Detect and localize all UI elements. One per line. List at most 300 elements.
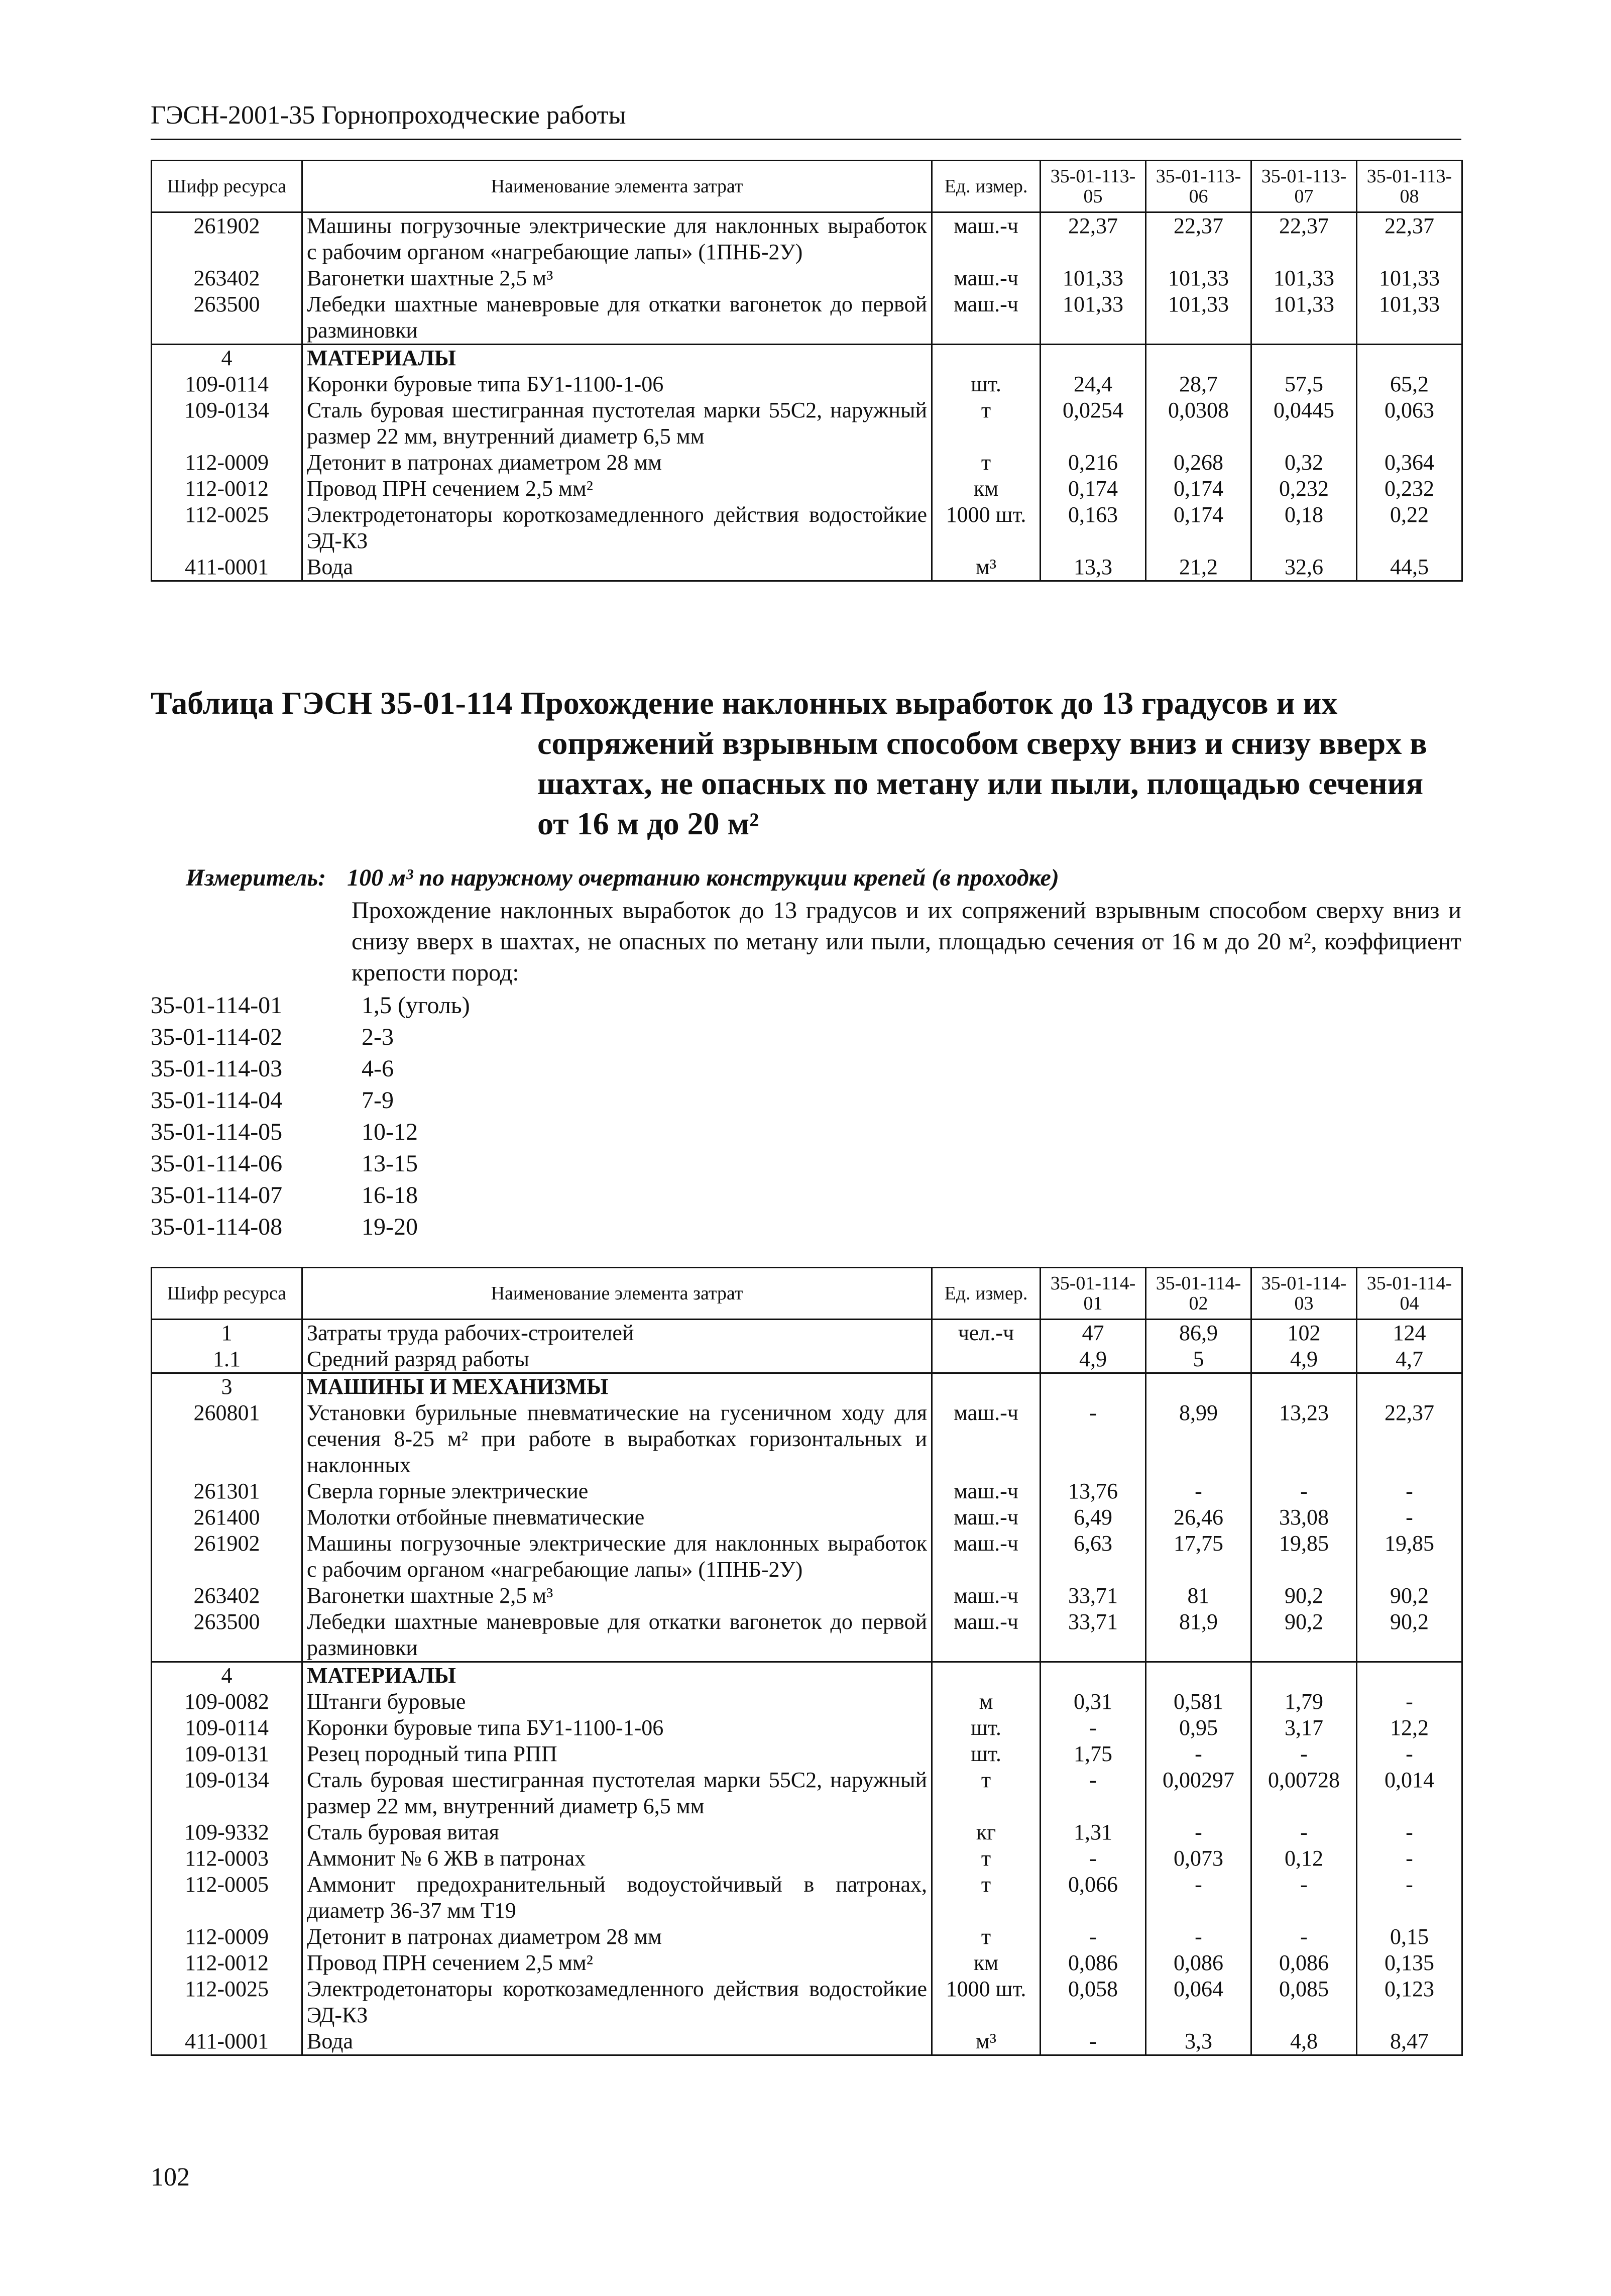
resource-value: 0,00728: [1251, 1767, 1357, 1819]
resource-unit: маш.-ч: [932, 1583, 1041, 1609]
resource-value: 24,4: [1041, 371, 1146, 397]
table-row: [152, 291, 1462, 345]
resource-code: 109-9332: [152, 1819, 302, 1845]
resource-value: 0,0254: [1041, 397, 1146, 450]
resource-unit: маш.-ч: [932, 212, 1041, 266]
resource-value: -: [1251, 1872, 1357, 1924]
resource-name: Аммонит № 6 ЖВ в патронах: [302, 1845, 932, 1872]
resource-value: 57,5: [1251, 371, 1357, 397]
col-header-norm: 35-01-113-05: [1041, 161, 1146, 212]
resource-value: 0,00297: [1146, 1767, 1251, 1819]
resource-unit: [932, 1662, 1041, 1689]
col-header-norm: 35-01-114-03: [1251, 1268, 1357, 1320]
table-row: [152, 1373, 1462, 1400]
resource-name: Сталь буровая витая: [302, 1819, 932, 1845]
resource-value: 0,073: [1146, 1845, 1251, 1872]
resource-value: -: [1041, 1715, 1146, 1741]
table-row: [152, 1689, 1462, 1715]
col-header-norm: 35-01-113-07: [1251, 161, 1357, 212]
resource-code: 261301: [152, 1478, 302, 1504]
resource-value: 33,08: [1251, 1504, 1357, 1530]
col-header-norm: 35-01-113-08: [1357, 161, 1462, 212]
resource-value: 0,058: [1041, 1976, 1146, 2028]
resource-value: -: [1357, 1845, 1462, 1872]
resource-unit: т: [932, 450, 1041, 476]
resource-name: Машины погрузочные электрические для наклонных выработок с рабочим органом «нагребающие лапы» (1ПНБ-2У): [302, 212, 932, 266]
resource-value: 102: [1251, 1320, 1357, 1347]
table-row: [152, 1320, 1462, 1347]
table-row: [152, 371, 1462, 397]
norm-code-item: [151, 990, 470, 1021]
resource-code: 109-0134: [152, 397, 302, 450]
resource-value: 124: [1357, 1320, 1462, 1347]
resource-name: Сверла горные электрические: [302, 1478, 932, 1504]
resource-value: 26,46: [1146, 1504, 1251, 1530]
resource-value: -: [1251, 1924, 1357, 1950]
resource-unit: чел.-ч: [932, 1320, 1041, 1347]
table-row: [152, 450, 1462, 476]
resource-value: -: [1357, 1741, 1462, 1767]
resource-value: 101,33: [1357, 265, 1462, 291]
resource-table-113: [151, 160, 1463, 582]
resource-code: 263402: [152, 265, 302, 291]
resource-value: 0,12: [1251, 1845, 1357, 1872]
resource-value: 44,5: [1357, 554, 1462, 581]
resource-value: 0,268: [1146, 450, 1251, 476]
table-row: [152, 1950, 1462, 1976]
resource-value: 0,086: [1146, 1950, 1251, 1976]
table-title-line: Таблица ГЭСН 35-01-114 Прохождение наклонных выработок до 13 градусов и их: [151, 685, 1338, 721]
resource-value: 1,79: [1251, 1689, 1357, 1715]
resource-code: 261902: [152, 212, 302, 266]
resource-value: 0,364: [1357, 450, 1462, 476]
table-header-row: [152, 161, 1462, 212]
resource-value: 1,31: [1041, 1819, 1146, 1845]
resource-code: 112-0012: [152, 1950, 302, 1976]
norm-code-item: [151, 1179, 470, 1211]
norm-code-item: [151, 1021, 470, 1053]
table-row: [152, 502, 1462, 554]
resource-value: -: [1357, 1872, 1462, 1924]
resource-value: [1041, 345, 1146, 372]
rock-hardness-value: 13-15: [362, 1150, 418, 1177]
norm-code: 35-01-114-03: [151, 1055, 283, 1082]
resource-value: [1357, 1373, 1462, 1400]
table-row: [152, 1819, 1462, 1845]
resource-value: -: [1146, 1924, 1251, 1950]
norm-code: 35-01-114-07: [151, 1182, 283, 1209]
resource-value: 0,31: [1041, 1689, 1146, 1715]
resource-value: 4,9: [1041, 1346, 1146, 1373]
resource-value: -: [1357, 1504, 1462, 1530]
resource-value: 6,49: [1041, 1504, 1146, 1530]
rock-hardness-value: 2-3: [362, 1024, 394, 1050]
resource-value: 0,216: [1041, 450, 1146, 476]
resource-value: 22,37: [1357, 1400, 1462, 1478]
meter-label: Измеритель:: [186, 864, 326, 891]
resource-value: 0,085: [1251, 1976, 1357, 2028]
resource-code: 109-0082: [152, 1689, 302, 1715]
norm-code: 35-01-114-05: [151, 1119, 283, 1145]
table-row: [152, 397, 1462, 450]
resource-value: 90,2: [1357, 1609, 1462, 1662]
resource-unit: [932, 1373, 1041, 1400]
resource-code: 109-0134: [152, 1767, 302, 1819]
resource-code: 112-0025: [152, 1976, 302, 2028]
resource-value: 1,75: [1041, 1741, 1146, 1767]
resource-unit: маш.-ч: [932, 1478, 1041, 1504]
table-row: [152, 1583, 1462, 1609]
col-header-code: Шифр ресурса: [152, 1268, 302, 1320]
resource-unit: м³: [932, 2028, 1041, 2055]
resource-code: 3: [152, 1373, 302, 1400]
resource-name: Сталь буровая шестигранная пустотелая марки 55С2, наружный размер 22 мм, внутренний диаметр 6,5 мм: [302, 1767, 932, 1819]
resource-value: 47: [1041, 1320, 1146, 1347]
resource-unit: км: [932, 1950, 1041, 1976]
resource-name: Лебедки шахтные маневровые для откатки вагонеток до первой разминовки: [302, 1609, 932, 1662]
table-row: [152, 1609, 1462, 1662]
resource-name: Штанги буровые: [302, 1689, 932, 1715]
resource-value: 0,32: [1251, 450, 1357, 476]
norm-code: 35-01-114-06: [151, 1150, 283, 1177]
resource-value: 33,71: [1041, 1583, 1146, 1609]
resource-code: 411-0001: [152, 2028, 302, 2055]
resource-unit: км: [932, 476, 1041, 502]
resource-code: 4: [152, 345, 302, 372]
resource-name: Детонит в патронах диаметром 28 мм: [302, 450, 932, 476]
resource-code: 112-0009: [152, 1924, 302, 1950]
resource-value: [1251, 345, 1357, 372]
resource-value: -: [1041, 1767, 1146, 1819]
resource-value: 21,2: [1146, 554, 1251, 581]
resource-value: 19,85: [1251, 1530, 1357, 1583]
resource-unit: маш.-ч: [932, 1400, 1041, 1478]
resource-value: [1146, 345, 1251, 372]
resource-code: 1: [152, 1320, 302, 1347]
rock-hardness-value: 19-20: [362, 1214, 418, 1240]
table-row: [152, 1924, 1462, 1950]
norm-code-item: [151, 1116, 470, 1148]
resource-value: 0,174: [1146, 476, 1251, 502]
col-header-norm: 35-01-114-04: [1357, 1268, 1462, 1320]
resource-value: 28,7: [1146, 371, 1251, 397]
norm-code: 35-01-114-02: [151, 1024, 283, 1050]
resource-value: 101,33: [1146, 291, 1251, 345]
rock-hardness-value: 16-18: [362, 1182, 418, 1209]
resource-unit: шт.: [932, 1741, 1041, 1767]
page-header-title: ГЭСН-2001-35 Горнопроходческие работы: [151, 101, 626, 130]
norm-code-item: [151, 1148, 470, 1179]
table-row: [152, 345, 1462, 372]
resource-name: Провод ПРН сечением 2,5 мм²: [302, 1950, 932, 1976]
resource-name: Вагонетки шахтные 2,5 м³: [302, 1583, 932, 1609]
resource-unit: шт.: [932, 371, 1041, 397]
resource-value: 0,232: [1251, 476, 1357, 502]
norm-code: 35-01-114-04: [151, 1087, 283, 1114]
resource-name: Машины погрузочные электрические для наклонных выработок с рабочим органом «нагребающие лапы» (1ПНБ-2У): [302, 1530, 932, 1583]
resource-name: Установки бурильные пневматические на гусеничном ходу для сечения 8-25 м² при работе в выработках горизонтальных и наклонных: [302, 1400, 932, 1478]
resource-name: Молотки отбойные пневматические: [302, 1504, 932, 1530]
resource-value: 8,47: [1357, 2028, 1462, 2055]
table-title-line: от 16 м до 20 м²: [537, 806, 759, 841]
norm-code: 35-01-114-01: [151, 992, 283, 1019]
resource-code: 112-0025: [152, 502, 302, 554]
resource-unit: маш.-ч: [932, 265, 1041, 291]
resource-value: [1357, 345, 1462, 372]
resource-value: 22,37: [1357, 212, 1462, 266]
resource-value: 0,066: [1041, 1872, 1146, 1924]
norm-code-list: [151, 990, 470, 1243]
resource-unit: т: [932, 1767, 1041, 1819]
resource-value: [1251, 1373, 1357, 1400]
resource-code: 112-0009: [152, 450, 302, 476]
resource-name: МАТЕРИАЛЫ: [302, 1662, 932, 1689]
resource-value: 90,2: [1251, 1583, 1357, 1609]
resource-value: -: [1251, 1819, 1357, 1845]
resource-unit: м³: [932, 554, 1041, 581]
table-row: [152, 1976, 1462, 2028]
resource-value: -: [1146, 1872, 1251, 1924]
resource-value: 0,086: [1251, 1950, 1357, 1976]
resource-unit: т: [932, 1872, 1041, 1924]
resource-value: 101,33: [1251, 265, 1357, 291]
resource-value: 3,3: [1146, 2028, 1251, 2055]
resource-unit: шт.: [932, 1715, 1041, 1741]
norm-code-item: [151, 1053, 470, 1084]
table-title: [151, 683, 1461, 844]
resource-value: 101,33: [1357, 291, 1462, 345]
resource-code: 112-0012: [152, 476, 302, 502]
resource-code: 112-0003: [152, 1845, 302, 1872]
resource-name: Электродетонаторы короткозамедленного действия водостойкие ЭД-КЗ: [302, 502, 932, 554]
resource-code: 261400: [152, 1504, 302, 1530]
meter-line: [186, 864, 1059, 892]
norm-code-item: [151, 1084, 470, 1116]
table-header-row: [152, 1268, 1462, 1320]
table-row: [152, 1400, 1462, 1478]
resource-value: 4,9: [1251, 1346, 1357, 1373]
table-row: [152, 1715, 1462, 1741]
resource-name: МАШИНЫ И МЕХАНИЗМЫ: [302, 1373, 932, 1400]
table-row: [152, 2028, 1462, 2055]
resource-unit: т: [932, 397, 1041, 450]
table-row: [152, 212, 1462, 266]
resource-table-114: [151, 1267, 1463, 2056]
resource-value: -: [1041, 1400, 1146, 1478]
resource-value: 0,232: [1357, 476, 1462, 502]
resource-value: 19,85: [1357, 1530, 1462, 1583]
resource-value: -: [1041, 1924, 1146, 1950]
resource-value: 0,174: [1146, 502, 1251, 554]
resource-code: 4: [152, 1662, 302, 1689]
page-number: 102: [151, 2163, 190, 2192]
resource-value: 0,95: [1146, 1715, 1251, 1741]
resource-unit: 1000 шт.: [932, 1976, 1041, 2028]
resource-name: Коронки буровые типа БУ1-1100-1-06: [302, 1715, 932, 1741]
norm-code: 35-01-114-08: [151, 1214, 283, 1240]
table-row: [152, 1845, 1462, 1872]
resource-value: 4,7: [1357, 1346, 1462, 1373]
resource-code: 112-0005: [152, 1872, 302, 1924]
resource-unit: маш.-ч: [932, 1530, 1041, 1583]
table-row: [152, 265, 1462, 291]
resource-code: 109-0114: [152, 1715, 302, 1741]
resource-unit: т: [932, 1845, 1041, 1872]
resource-value: [1357, 1662, 1462, 1689]
resource-value: 0,581: [1146, 1689, 1251, 1715]
table-title-line: сопряжений взрывным способом сверху вниз и снизу вверх в: [537, 725, 1427, 761]
resource-unit: маш.-ч: [932, 291, 1041, 345]
resource-value: -: [1357, 1689, 1462, 1715]
col-header-norm: 35-01-114-01: [1041, 1268, 1146, 1320]
resource-name: Вагонетки шахтные 2,5 м³: [302, 265, 932, 291]
resource-value: 0,063: [1357, 397, 1462, 450]
resource-value: [1041, 1373, 1146, 1400]
work-description: Прохождение наклонных выработок до 13 градусов и их сопряжений взрывным способом сверху вниз и снизу вверх в шахтах, не опасных по метану или пыли, площадью сечения от 16 м до 20 м², коэффициент крепости пород:: [352, 897, 1461, 986]
resource-value: 22,37: [1146, 212, 1251, 266]
resource-value: 0,163: [1041, 502, 1146, 554]
resource-name: Резец породный типа РПП: [302, 1741, 932, 1767]
resource-value: 13,76: [1041, 1478, 1146, 1504]
table-row: [152, 476, 1462, 502]
resource-value: 0,15: [1357, 1924, 1462, 1950]
resource-code: 260801: [152, 1400, 302, 1478]
resource-value: 22,37: [1251, 212, 1357, 266]
resource-code: 109-0114: [152, 371, 302, 397]
resource-value: [1041, 1662, 1146, 1689]
resource-name: Коронки буровые типа БУ1-1100-1-06: [302, 371, 932, 397]
resource-name: Вода: [302, 554, 932, 581]
resource-name: Вода: [302, 2028, 932, 2055]
table-row: [152, 1741, 1462, 1767]
resource-value: 32,6: [1251, 554, 1357, 581]
resource-value: 101,33: [1041, 291, 1146, 345]
resource-value: -: [1146, 1478, 1251, 1504]
resource-name: Провод ПРН сечением 2,5 мм²: [302, 476, 932, 502]
resource-value: -: [1357, 1478, 1462, 1504]
resource-name: Затраты труда рабочих-строителей: [302, 1320, 932, 1347]
resource-name: Средний разряд работы: [302, 1346, 932, 1373]
table-row: [152, 1478, 1462, 1504]
resource-value: 0,0445: [1251, 397, 1357, 450]
resource-code: 263500: [152, 291, 302, 345]
resource-value: 101,33: [1251, 291, 1357, 345]
resource-value: 86,9: [1146, 1320, 1251, 1347]
resource-value: -: [1357, 1819, 1462, 1845]
resource-value: -: [1146, 1741, 1251, 1767]
table-title-line: шахтах, не опасных по метану или пыли, площадью сечения: [537, 766, 1424, 801]
resource-value: 17,75: [1146, 1530, 1251, 1583]
resource-name: Детонит в патронах диаметром 28 мм: [302, 1924, 932, 1950]
resource-value: [1146, 1662, 1251, 1689]
resource-value: 22,37: [1041, 212, 1146, 266]
resource-unit: т: [932, 1924, 1041, 1950]
resource-value: 8,99: [1146, 1400, 1251, 1478]
resource-code: 1.1: [152, 1346, 302, 1373]
table-row: [152, 1346, 1462, 1373]
resource-value: 0,0308: [1146, 397, 1251, 450]
resource-value: 12,2: [1357, 1715, 1462, 1741]
resource-value: -: [1146, 1819, 1251, 1845]
resource-value: 0,014: [1357, 1767, 1462, 1819]
resource-value: 0,18: [1251, 502, 1357, 554]
resource-name: Электродетонаторы короткозамедленного действия водостойкие ЭД-КЗ: [302, 1976, 932, 2028]
resource-unit: 1000 шт.: [932, 502, 1041, 554]
table-row: [152, 1504, 1462, 1530]
resource-unit: маш.-ч: [932, 1609, 1041, 1662]
header-rule: [151, 139, 1461, 140]
table-row: [152, 1530, 1462, 1583]
resource-value: 0,22: [1357, 502, 1462, 554]
resource-value: 13,23: [1251, 1400, 1357, 1478]
col-header-unit: Ед. измер.: [932, 1268, 1041, 1320]
col-header-norm: 35-01-114-02: [1146, 1268, 1251, 1320]
col-header-name: Наименование элемента затрат: [302, 161, 932, 212]
resource-code: 263402: [152, 1583, 302, 1609]
resource-value: 4,8: [1251, 2028, 1357, 2055]
resource-value: [1146, 1373, 1251, 1400]
resource-value: 90,2: [1357, 1583, 1462, 1609]
resource-name: Лебедки шахтные маневровые для откатки вагонеток до первой разминовки: [302, 291, 932, 345]
resource-value: 101,33: [1146, 265, 1251, 291]
table-row: [152, 1872, 1462, 1924]
resource-code: 263500: [152, 1609, 302, 1662]
resource-value: 5: [1146, 1346, 1251, 1373]
col-header-norm: 35-01-113-06: [1146, 161, 1251, 212]
resource-value: 3,17: [1251, 1715, 1357, 1741]
col-header-name: Наименование элемента затрат: [302, 1268, 932, 1320]
resource-unit: кг: [932, 1819, 1041, 1845]
table-row: [152, 1767, 1462, 1819]
resource-value: -: [1041, 2028, 1146, 2055]
table-row: [152, 1662, 1462, 1689]
col-header-unit: Ед. измер.: [932, 161, 1041, 212]
resource-value: 0,123: [1357, 1976, 1462, 2028]
resource-value: 6,63: [1041, 1530, 1146, 1583]
resource-unit: [932, 1346, 1041, 1373]
resource-code: 261902: [152, 1530, 302, 1583]
resource-value: 101,33: [1041, 265, 1146, 291]
rock-hardness-value: 4-6: [362, 1055, 394, 1082]
resource-value: -: [1041, 1845, 1146, 1872]
table-row: [152, 554, 1462, 581]
resource-unit: м: [932, 1689, 1041, 1715]
resource-value: 81,9: [1146, 1609, 1251, 1662]
rock-hardness-value: 1,5 (уголь): [362, 992, 470, 1019]
resource-unit: [932, 345, 1041, 372]
resource-value: 81: [1146, 1583, 1251, 1609]
resource-value: 0,064: [1146, 1976, 1251, 2028]
resource-value: 33,71: [1041, 1609, 1146, 1662]
resource-value: -: [1251, 1478, 1357, 1504]
resource-value: -: [1251, 1741, 1357, 1767]
resource-value: 13,3: [1041, 554, 1146, 581]
norm-code-item: [151, 1211, 470, 1243]
resource-name: Сталь буровая шестигранная пустотелая марки 55С2, наружный размер 22 мм, внутренний диаметр 6,5 мм: [302, 397, 932, 450]
resource-unit: маш.-ч: [932, 1504, 1041, 1530]
rock-hardness-value: 7-9: [362, 1087, 394, 1114]
resource-value: 0,174: [1041, 476, 1146, 502]
rock-hardness-value: 10-12: [362, 1119, 418, 1145]
resource-name: Аммонит предохранительный водоустойчивый в патронах, диаметр 36-37 мм Т19: [302, 1872, 932, 1924]
col-header-code: Шифр ресурса: [152, 161, 302, 212]
resource-code: 411-0001: [152, 554, 302, 581]
resource-value: 90,2: [1251, 1609, 1357, 1662]
resource-value: [1251, 1662, 1357, 1689]
meter-value: 100 м³ по наружному очертанию конструкции крепей (в проходке): [347, 864, 1059, 891]
resource-name: МАТЕРИАЛЫ: [302, 345, 932, 372]
resource-value: 0,086: [1041, 1950, 1146, 1976]
